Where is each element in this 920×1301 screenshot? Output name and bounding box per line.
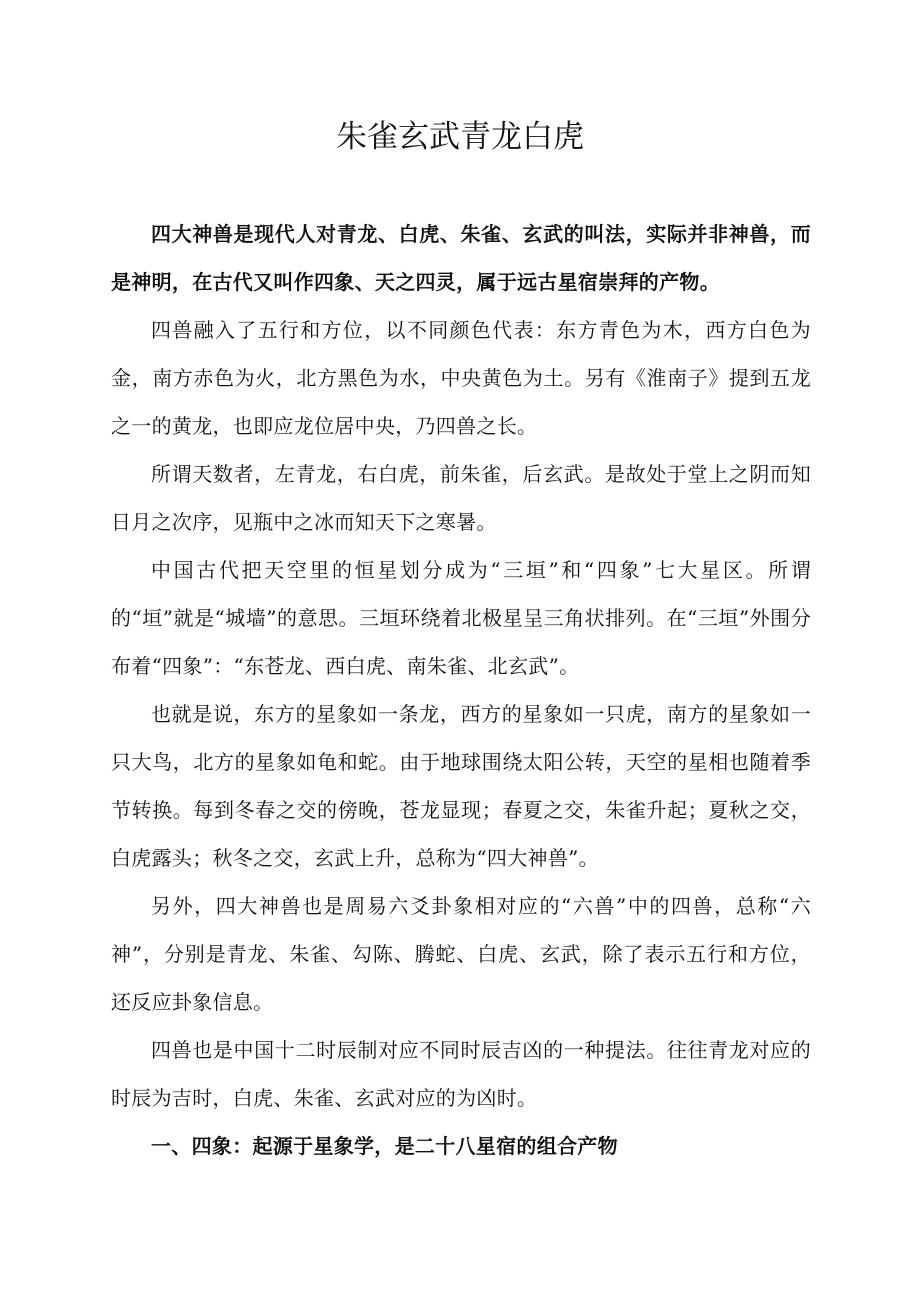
paragraph-star-regions: 中国古代把天空里的恒星划分成为“三垣”和“四象”七大星区。所谓的“垣”就是“城墙”的意思。三垣环绕着北极星呈三角状排列。在“三垣”外围分布着“四象”：“东苍龙、西白虎、南朱雀、北玄武”。 <box>111 558 811 678</box>
section-heading: 一、四象：起源于星象学，是二十八星宿的组合产物 <box>151 1134 618 1158</box>
document-title: 朱雀玄武青龙白虎 <box>336 119 584 155</box>
intro-paragraph: 四大神兽是现代人对青龙、白虎、朱雀、玄武的叫法，实际并非神兽，而是神明，在古代又叫作四象、天之四灵，属于远古星宿崇拜的产物。 <box>111 222 811 294</box>
paragraph-twelve-hours: 四兽也是中国十二时辰制对应不同时辰吉凶的一种提法。往往青龙对应的时辰为吉时，白虎、朱雀、玄武对应的为凶时。 <box>111 1038 811 1110</box>
paragraph-five-elements: 四兽融入了五行和方位，以不同颜色代表：东方青色为木，西方白色为金，南方赤色为火，北方黑色为水，中央黄色为土。另有《淮南子》提到五龙之一的黄龙，也即应龙位居中央，乃四兽之长。 <box>111 318 811 438</box>
document-body <box>111 210 811 1170</box>
paragraph-directions: 所谓天数者，左青龙，右白虎，前朱雀，后玄武。是故处于堂上之阴而知日月之次序，见瓶中之冰而知天下之寒暑。 <box>111 462 811 534</box>
paragraph-seasons: 也就是说，东方的星象如一条龙，西方的星象如一只虎，南方的星象如一只大鸟，北方的星象如龟和蛇。由于地球围绕太阳公转，天空的星相也随着季节转换。每到冬春之交的傍晚，苍龙显现；春夏之交，朱雀升起；夏秋之交，白虎露头；秋冬之交，玄武上升，总称为“四大神兽”。 <box>111 702 811 870</box>
paragraph-six-beasts: 另外，四大神兽也是周易六爻卦象相对应的“六兽”中的四兽，总称“六神”，分别是青龙、朱雀、勾陈、腾蛇、白虎、玄武，除了表示五行和方位，还反应卦象信息。 <box>111 894 811 1014</box>
